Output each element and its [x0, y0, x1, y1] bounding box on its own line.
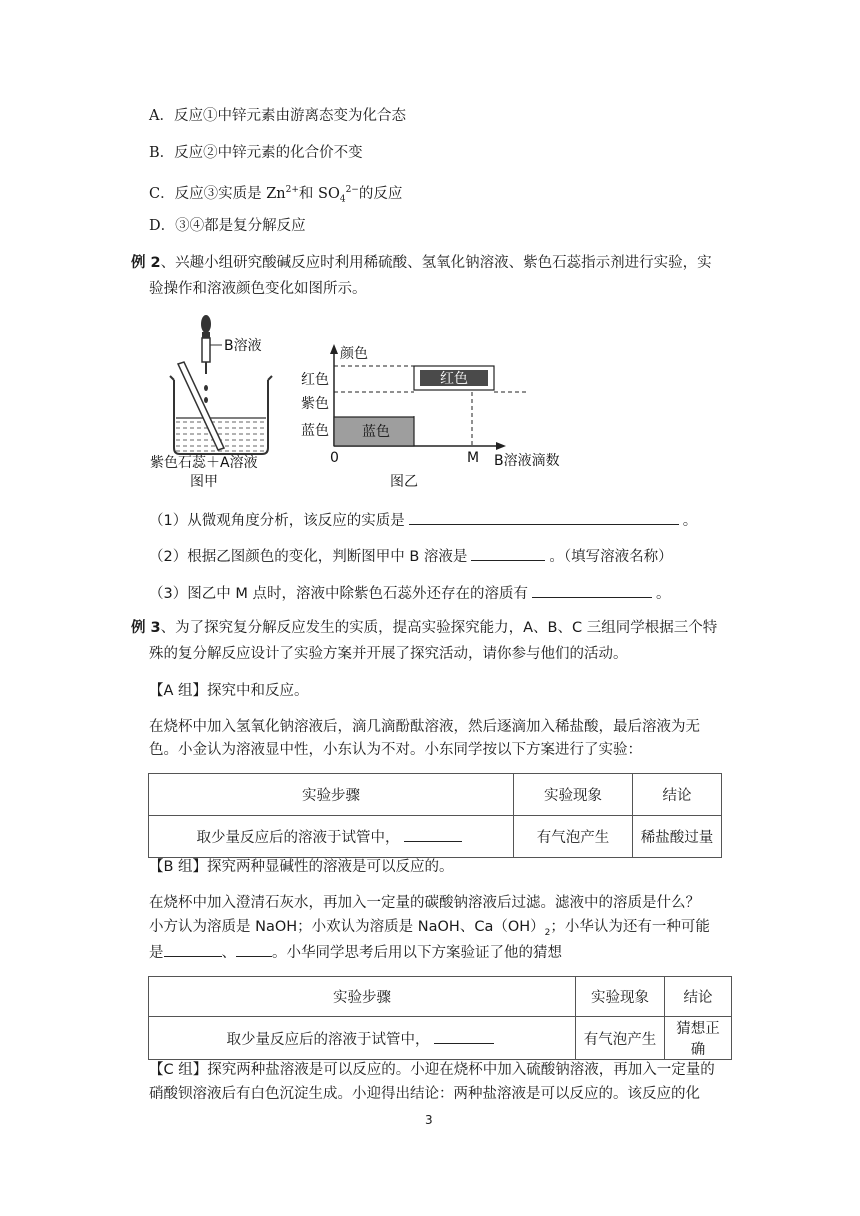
table-header-cell: 实验步骤 — [149, 977, 576, 1017]
origin-label: 0 — [330, 450, 339, 466]
table-cell: 有气泡产生 — [514, 816, 633, 858]
figure-beaker — [140, 312, 290, 492]
table-row — [149, 1017, 732, 1060]
level-blue: 蓝色 — [301, 423, 329, 439]
table-answer-blank[interactable] — [434, 1028, 494, 1044]
group-b-title: 【B 组】探究两种显碱性的溶液是可以反应的。 — [149, 859, 454, 875]
guess-blank-1[interactable] — [164, 941, 222, 957]
x-axis-arrow-icon — [496, 442, 506, 450]
table-cell: 稀盐酸过量 — [633, 816, 722, 858]
table-cell: 取少量反应后的溶液于试管中， — [149, 816, 514, 858]
option-a: A．反应①中锌元素由游离态变为化合态 — [149, 108, 406, 124]
table-header-cell: 实验现象 — [576, 977, 665, 1017]
table-header-cell: 结论 — [665, 977, 732, 1017]
table-row — [149, 816, 722, 858]
y-axis-label: 颜色 — [340, 346, 368, 362]
group-a-paragraph: 在烧杯中加入氢氧化钠溶液后，滴几滴酚酞溶液，然后逐滴加入稀盐酸，最后溶液为无 — [149, 719, 700, 735]
example-2-paragraph: 例 2、兴趣小组研究酸碱反应时利用稀硫酸、氢氧化钠溶液、紫色石蕊指示剂进行实验，实 — [131, 255, 712, 271]
group-b-paragraph-line3: 是 、 。小华同学思考后用以下方案验证了他的猜想 — [149, 941, 562, 963]
blue-box-label: 蓝色 — [362, 424, 390, 440]
y-axis-arrow-icon — [330, 344, 338, 354]
group-b-table — [148, 976, 732, 1060]
x-axis-label: B溶液滴数 — [494, 453, 560, 469]
option-c: C．反应③实质是 $Zn^{2+}$和 $SO_4^{2-}$的反应 — [149, 185, 403, 205]
question-2: （2）根据乙图颜色的变化，判断图甲中 B 溶液是 。（填写溶液名称） — [149, 545, 673, 567]
guess-blank-2[interactable] — [236, 941, 272, 957]
group-b-paragraph-line2: 小方认为溶质是 NaOH；小欢认为溶质是 NaOH、$Ca(OH)_2$；小华认为还有一种可能 — [149, 919, 710, 938]
group-c-paragraph: 【C 组】探究两种盐溶液是可以反应的。小迎在烧杯中加入硫酸钠溶液，再加入一定量的 — [149, 1062, 715, 1078]
answer-blank-1[interactable] — [409, 509, 679, 525]
answer-blank-3[interactable] — [532, 582, 652, 598]
table-header-cell: 实验步骤 — [149, 774, 514, 816]
dropper-label: B溶液 — [224, 338, 262, 354]
option-b: B．反应②中锌元素的化合价不变 — [149, 145, 363, 161]
red-box-label: 红色 — [440, 371, 468, 387]
figure-a-caption: 图甲 — [190, 474, 218, 490]
page-number: 3 — [425, 1113, 433, 1127]
glass-rod-icon — [178, 362, 224, 450]
table-answer-blank[interactable] — [404, 826, 462, 842]
table-cell: 有气泡产生 — [576, 1017, 665, 1060]
group-a-paragraph-line2: 色。小金认为溶液显中性，小东认为不对。小东同学按以下方案进行了实验： — [149, 742, 642, 758]
question-3: （3）图乙中 M 点时，溶液中除紫色石蕊外还存在的溶质有 。 — [149, 582, 670, 604]
figure-color-chart — [296, 342, 586, 492]
table-cell: 猜想正确 — [665, 1017, 732, 1060]
table-cell: 取少量反应后的溶液于试管中， — [149, 1017, 576, 1060]
example-2-paragraph-line2: 验操作和溶液颜色变化如图所示。 — [149, 281, 367, 297]
option-d: D．③④都是复分解反应 — [149, 218, 306, 234]
dropper-icon — [201, 315, 211, 403]
answer-blank-2[interactable] — [471, 545, 545, 561]
table-header-row — [149, 774, 722, 816]
table-header-row — [149, 977, 732, 1017]
table-header-cell: 结论 — [633, 774, 722, 816]
level-red: 红色 — [301, 372, 329, 388]
question-1: （1）从微观角度分析，该反应的实质是 。 — [149, 509, 697, 531]
example-3-paragraph: 例 3、为了探究复分解反应发生的实质，提高实验探究能力，A、B、C 三组同学根据三个特 — [131, 620, 718, 636]
figure-b-caption: 图乙 — [390, 474, 418, 490]
m-label: M — [467, 450, 480, 466]
group-a-title: 【A 组】探究中和反应。 — [149, 683, 309, 699]
solution-label: 紫色石蕊＋A溶液 — [150, 455, 258, 471]
group-a-table — [148, 773, 722, 858]
group-b-paragraph: 在烧杯中加入澄清石灰水，再加入一定量的碳酸钠溶液后过滤。滤液中的溶质是什么？ — [149, 895, 700, 911]
level-purple: 紫色 — [301, 396, 329, 412]
table-header-cell: 实验现象 — [514, 774, 633, 816]
group-c-paragraph-line2: 硝酸钡溶液后有白色沉淀生成。小迎得出结论：两种盐溶液是可以反应的。该反应的化 — [149, 1086, 700, 1102]
example-3-paragraph-line2: 殊的复分解反应设计了实验方案并开展了探究活动，请你参与他们的活动。 — [149, 646, 628, 662]
